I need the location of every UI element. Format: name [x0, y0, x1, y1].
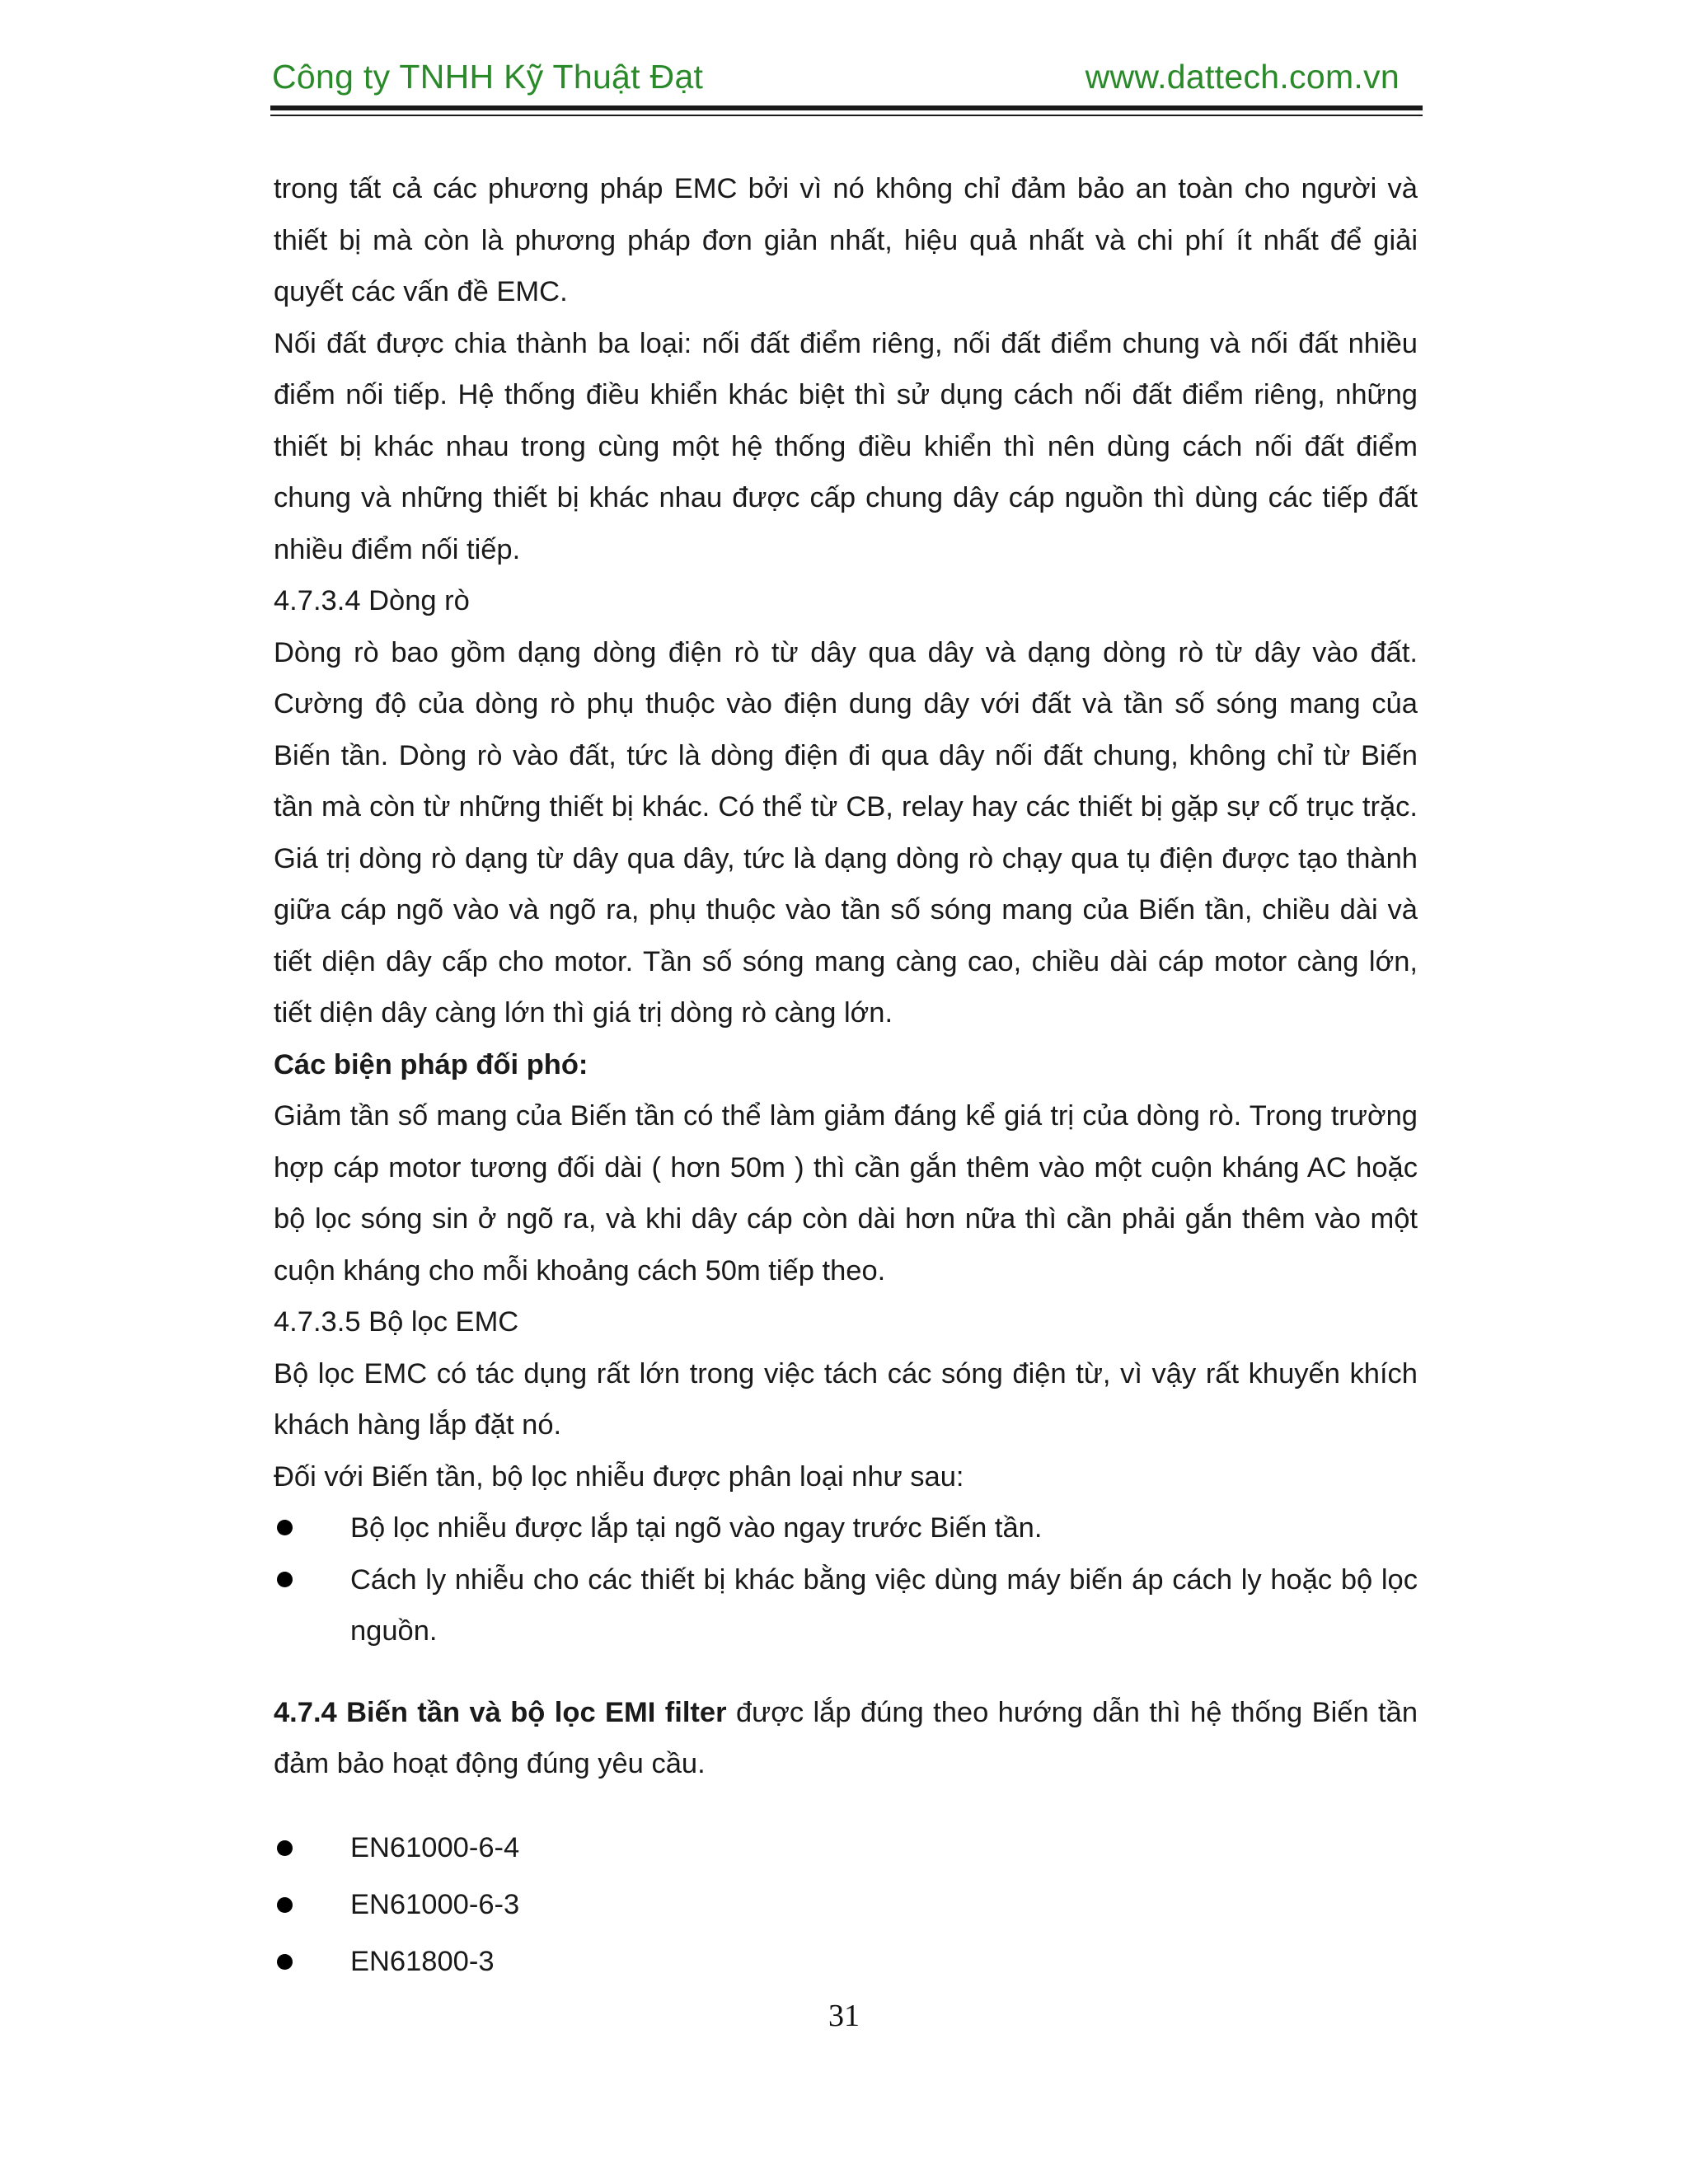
list-item: EN61000-6-3 [274, 1877, 1418, 1933]
list-item: Bộ lọc nhiễu được lắp tại ngõ vào ngay trước Biến tần. [274, 1502, 1418, 1554]
paragraph-emc-filter: Bộ lọc EMC có tác dụng rất lớn trong việc tách các sóng điện từ, vì vậy rất khuyến khích khách hàng lắp đặt nó. [274, 1357, 1418, 1441]
paragraph-countermeasures: Giảm tần số mang của Biến tần có thể làm giảm đáng kể giá trị của dòng rò. Trong trường hợp cáp motor tương đối dài ( hơn 50m ) thì cần gắn thêm vào một cuộn kháng AC hoặc bộ lọc sóng sin ở ngõ ra, và khi dây cáp còn dài hơn nữa thì cần phải gắn thêm vào một cuộn kháng cho mỗi khoảng cách 50m tiếp theo. [274, 1100, 1418, 1286]
heading-countermeasures: Các biện pháp đối phó: [274, 1048, 588, 1080]
document-body [274, 163, 1418, 1990]
header-rule-thin [270, 115, 1423, 116]
page-number: 31 [828, 1999, 860, 2033]
paragraph-4-7-4: 4.7.4 Biến tần và bộ lọc EMI filter được lắp đúng theo hướng dẫn thì hệ thống Biến tần đảm bảo hoạt động đúng yêu cầu. [274, 1696, 1418, 1779]
bullet-icon [277, 1840, 293, 1856]
bullet-icon [277, 1520, 293, 1535]
list-item: Cách ly nhiễu cho các thiết bị khác bằng việc dùng máy biến áp cách ly hoặc bộ lọc nguồn. [274, 1554, 1418, 1657]
heading-4-7-3-4: 4.7.3.4 Dòng rò [274, 585, 470, 616]
page-header [272, 53, 1419, 105]
paragraph-grounding-types: Nối đất được chia thành ba loại: nối đất điểm riêng, nối đất điểm chung và nối đất nhiều điểm nối tiếp. Hệ thống điều khiển khác biệt thì sử dụng cách nối đất điểm riêng, những thiết bị khác nhau trong cùng một hệ thống điều khiển thì nên dùng cách nối đất điểm chung và những thiết bị khác nhau được cấp chung dây cáp nguồn thì dùng các tiếp đất nhiều điểm nối tiếp. [274, 327, 1418, 565]
list-item: EN61800-3 [274, 1933, 1418, 1990]
standards-list [274, 1820, 1418, 1990]
company-website: www.dattech.com.vn [1085, 58, 1400, 96]
bullet-icon [277, 1897, 293, 1913]
heading-4-7-4: 4.7.4 Biến tần và bộ lọc EMI filter [274, 1696, 727, 1728]
heading-4-7-3-5: 4.7.3.5 Bộ lọc EMC [274, 1306, 519, 1338]
bullet-icon [277, 1572, 293, 1587]
list-item: EN61000-6-4 [274, 1820, 1418, 1877]
company-name: Công ty TNHH Kỹ Thuật Đạt [272, 58, 704, 96]
paragraph-leakage-current: Dòng rò bao gồm dạng dòng điện rò từ dây qua dây và dạng dòng rò từ dây vào đất. Cường độ của dòng rò phụ thuộc vào điện dung dây với đất và tần số sóng mang của Biến tần. Dòng rò vào đất, tức là dòng điện đi qua dây nối đất chung, không chỉ từ Biến tần mà còn từ những thiết bị khác. Có thể từ CB, relay hay các thiết bị gặp sự cố trục trặc. Giá trị dòng rò dạng từ dây qua dây, tức là dạng dòng rò chạy qua tụ điện được tạo thành giữa cáp ngõ vào và ngõ ra, phụ thuộc vào tần số sóng mang của Biến tần, chiều dài và tiết diện dây cấp cho motor. Tần số sóng mang càng cao, chiều dài cáp motor càng lớn, tiết diện dây càng lớn thì giá trị dòng rò càng lớn. [274, 636, 1418, 1029]
paragraph-emc-grounding: trong tất cả các phương pháp EMC bởi vì nó không chỉ đảm bảo an toàn cho người và thiết bị mà còn là phương pháp đơn giản nhất, hiệu quả nhất và chi phí ít nhất để giải quyết các vấn đề EMC. [274, 173, 1418, 307]
filter-bullet-list [274, 1502, 1418, 1657]
bullet-icon [277, 1954, 293, 1970]
header-rule-thick [270, 105, 1423, 110]
paragraph-filter-classification: Đối với Biến tần, bộ lọc nhiễu được phân loại như sau: [274, 1460, 964, 1493]
